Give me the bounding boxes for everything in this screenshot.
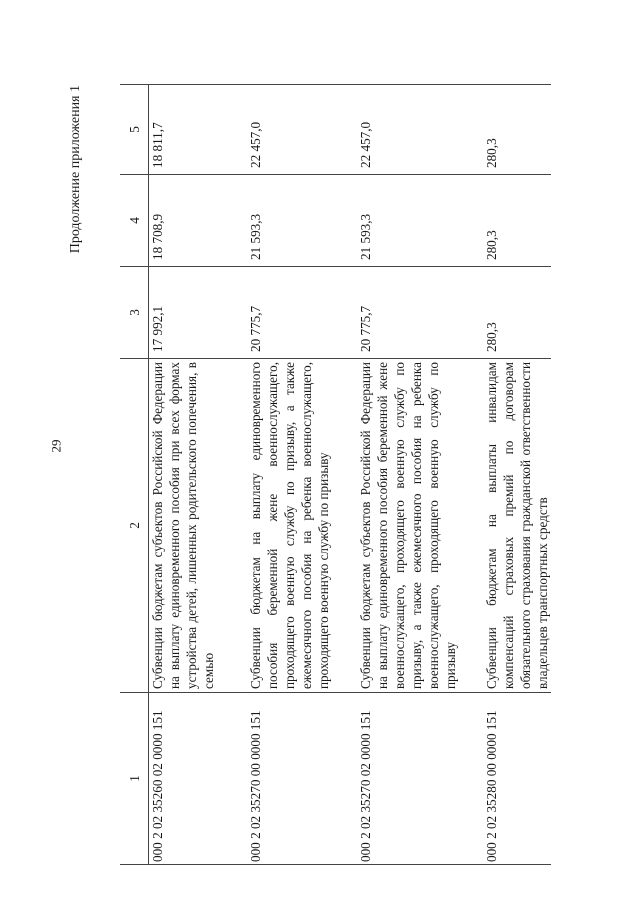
page-number: 29 [48,439,64,453]
value-cell-col4: 21 593,3 [247,175,357,267]
budget-table [120,84,551,865]
budget-code-cell: 000 2 02 35270 02 0000 151 [357,693,483,865]
description-cell: Субвенции бюджетам на выплату единовременного пособия беременной жене военнослужащего, проходящего военную службу по призыву, а также ежемесячного пособия на ребенка военнослужащего, проходящего военную службу по призыву [247,359,357,693]
table-row [357,85,483,865]
value-cell-col5: 18 811,7 [149,85,248,175]
column-header: 1 [120,693,149,865]
value-cell-col3: 20 775,7 [357,267,483,359]
column-header: 5 [120,85,149,175]
column-header: 2 [120,359,149,693]
column-header: 3 [120,267,149,359]
rotated-page-content [68,45,550,865]
appendix-caption: Продолжение приложения 1 [68,85,83,254]
value-cell-col5: 280,3 [483,85,551,175]
table-row [483,85,551,865]
value-cell-col3: 17 992,1 [149,267,248,359]
value-cell-col5: 22 457,0 [247,85,357,175]
description-cell: Субвенции бюджетам субъектов Российской Федерации на выплату единовременного пособия при всех формах устройства детей, лишенных родительского попечения, в семью [149,359,248,693]
table-row [247,85,357,865]
value-cell-col3: 280,3 [483,267,551,359]
column-header: 4 [120,175,149,267]
value-cell-col3: 20 775,7 [247,267,357,359]
table-header-row [120,85,149,865]
value-cell-col5: 22 457,0 [357,85,483,175]
budget-code-cell: 000 2 02 35270 00 0000 151 [247,693,357,865]
value-cell-col4: 18 708,9 [149,175,248,267]
description-cell: Субвенции бюджетам субъектов Российской Федерации на выплату единовременного пособия беременной жене военнослужащего, проходящего военную службу по призыву, а также ежемесячного пособия на ребенка военнослужащего, проходящего военную службу по призыву [357,359,483,693]
value-cell-col4: 21 593,3 [357,175,483,267]
budget-code-cell: 000 2 02 35260 02 0000 151 [149,693,248,865]
budget-code-cell: 000 2 02 35280 00 0000 151 [483,693,551,865]
table-row [149,85,248,865]
value-cell-col4: 280,3 [483,175,551,267]
description-cell: Субвенции бюджетам на выплаты инвалидам компенсаций страховых премий по договорам обязательного страхования гражданской ответственности владельцев транспортных средств [483,359,551,693]
